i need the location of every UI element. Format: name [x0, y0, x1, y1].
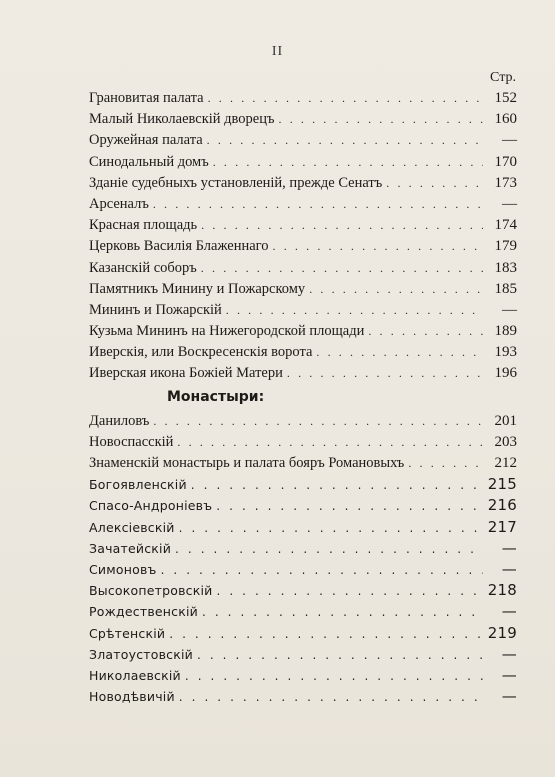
toc-entry-title: Симоновъ — [89, 561, 157, 577]
dot-leader — [316, 342, 483, 363]
toc-entry-title: Синодальный домъ — [89, 153, 209, 170]
dot-leader — [191, 475, 483, 496]
toc-entry — [89, 644, 517, 665]
dot-leader — [153, 411, 483, 432]
toc-entry-page: 201 — [494, 412, 517, 429]
toc-entry-title: Новоспасскій — [89, 433, 174, 450]
toc-entry-title: Иверскія, или Воскресенскія ворота — [89, 344, 313, 361]
toc-entry-page: — — [501, 538, 517, 557]
toc-entry — [89, 215, 517, 236]
dot-leader — [216, 496, 483, 517]
toc-entry-page: — — [502, 301, 517, 318]
toc-entry-title: Рождественскій — [89, 604, 198, 620]
toc-entry — [89, 194, 517, 215]
toc-entry-title: Алексіевскій — [89, 519, 175, 535]
dot-leader — [208, 88, 483, 109]
toc-entry — [89, 495, 517, 516]
dot-leader — [197, 645, 483, 666]
dot-leader — [153, 194, 483, 215]
toc-entry-page: 193 — [494, 344, 517, 361]
toc-entry-page: — — [501, 644, 517, 663]
toc-entry-page: 218 — [487, 581, 517, 600]
toc-entry-title: Спасо-Андроніевъ — [89, 498, 213, 514]
dot-leader — [309, 279, 483, 300]
dot-leader — [213, 152, 483, 173]
toc-entry-title: Богоявленскій — [89, 477, 187, 493]
toc-entry-title: Иверская икона Божіей Матери — [89, 365, 283, 382]
dot-leader — [201, 258, 483, 279]
toc-entry-page: 152 — [494, 90, 517, 106]
toc-entry — [89, 601, 517, 622]
toc-entry-title: Мининъ и Пожарскій — [89, 301, 222, 318]
dot-leader — [201, 215, 483, 236]
toc-entry-title: Златоустовскій — [89, 646, 193, 662]
dot-leader — [226, 300, 483, 321]
toc-entry — [89, 258, 517, 279]
toc-entry-page: 185 — [494, 280, 517, 297]
toc-entry-page: — — [501, 687, 517, 706]
toc-entry-title: Церковь Василія Блаженнаго — [89, 238, 269, 255]
table-of-contents — [89, 88, 517, 707]
toc-entry — [89, 474, 517, 495]
toc-entry-page: 203 — [494, 433, 517, 450]
toc-entry-title: Высокопетровскій — [89, 583, 213, 599]
dot-leader — [408, 453, 483, 474]
toc-entry-page: 170 — [494, 153, 517, 170]
toc-entry — [89, 453, 517, 474]
toc-entry — [89, 686, 517, 707]
toc-entry-page: 183 — [494, 259, 517, 276]
toc-entry-page: 216 — [487, 496, 517, 515]
dot-leader — [279, 109, 484, 130]
dot-leader — [287, 363, 483, 384]
toc-entry-title: Казанскій соборъ — [89, 259, 197, 276]
toc-entry-page: — — [501, 665, 517, 684]
toc-entry — [89, 559, 517, 580]
toc-entry-page: — — [502, 132, 517, 149]
toc-entry-page: 160 — [494, 111, 517, 128]
toc-entry-title: Малый Николаевскій дворецъ — [89, 111, 275, 128]
toc-entry-title: Новодѣвичій — [89, 689, 175, 705]
toc-entry — [89, 517, 517, 538]
toc-entry-page: 215 — [487, 475, 517, 494]
dot-leader — [273, 236, 483, 257]
toc-entry-page: 179 — [494, 238, 517, 255]
toc-entry-title: Срѣтенскій — [89, 625, 166, 641]
dot-leader — [169, 624, 483, 645]
toc-entry-page: — — [501, 602, 517, 621]
toc-group-monasteries — [89, 411, 517, 708]
toc-entry — [89, 623, 517, 644]
toc-entry-title: Красная площадь — [89, 217, 198, 234]
toc-entry-title: Оружейная палата — [89, 132, 203, 149]
toc-entry-title: Кузьма Мининъ на Нижегородской площади — [89, 323, 365, 340]
dot-leader — [179, 518, 483, 539]
toc-entry — [89, 342, 517, 363]
toc-entry-page: 219 — [487, 623, 517, 642]
toc-entry-page: 212 — [494, 455, 517, 471]
toc-entry-page: — — [502, 195, 517, 212]
dot-leader — [216, 581, 483, 602]
page-folio: II — [271, 44, 284, 59]
toc-entry — [89, 173, 517, 194]
toc-entry — [89, 152, 517, 173]
toc-entry — [89, 236, 517, 257]
toc-entry — [89, 538, 517, 559]
page-column-header: Стр. — [490, 70, 516, 85]
toc-entry — [89, 300, 517, 321]
toc-entry-title: Зданіе судебныхъ установленій, прежде Сенатъ — [89, 174, 383, 191]
toc-entry-page: 217 — [487, 517, 517, 536]
toc-entry — [89, 665, 517, 686]
toc-entry — [89, 580, 517, 601]
dot-leader — [175, 539, 483, 560]
toc-entry — [89, 432, 517, 453]
section-heading: Монастыри: — [167, 388, 265, 405]
toc-entry — [89, 109, 517, 130]
dot-leader — [185, 666, 483, 687]
toc-entry-title: Знаменскій монастырь и палата бояръ Романовыхъ — [89, 455, 405, 471]
toc-entry — [89, 363, 517, 384]
toc-group-buildings — [89, 88, 517, 385]
dot-leader — [161, 560, 483, 581]
toc-entry-title: Зачатейскій — [89, 540, 172, 556]
dot-leader — [207, 130, 483, 151]
dot-leader — [177, 432, 483, 453]
toc-entry-title: Николаевскій — [89, 667, 181, 683]
toc-entry-page: — — [501, 559, 517, 578]
dot-leader — [368, 321, 483, 342]
dot-leader — [179, 687, 483, 708]
dot-leader — [202, 602, 483, 623]
toc-entry — [89, 321, 517, 342]
toc-entry — [89, 279, 517, 300]
toc-entry-page: 173 — [494, 174, 517, 191]
toc-entry — [89, 130, 517, 151]
toc-entry-title: Даниловъ — [89, 412, 150, 429]
toc-entry-title: Арсеналъ — [89, 195, 149, 212]
toc-entry — [89, 88, 517, 109]
toc-entry-page: 174 — [494, 217, 517, 234]
toc-entry-page: 196 — [494, 365, 517, 382]
toc-entry — [89, 411, 517, 432]
dot-leader — [386, 173, 483, 194]
toc-entry-title: Грановитая палата — [89, 90, 204, 106]
toc-entry-title: Памятникъ Минину и Пожарскому — [89, 280, 306, 297]
toc-entry-page: 189 — [494, 323, 517, 340]
